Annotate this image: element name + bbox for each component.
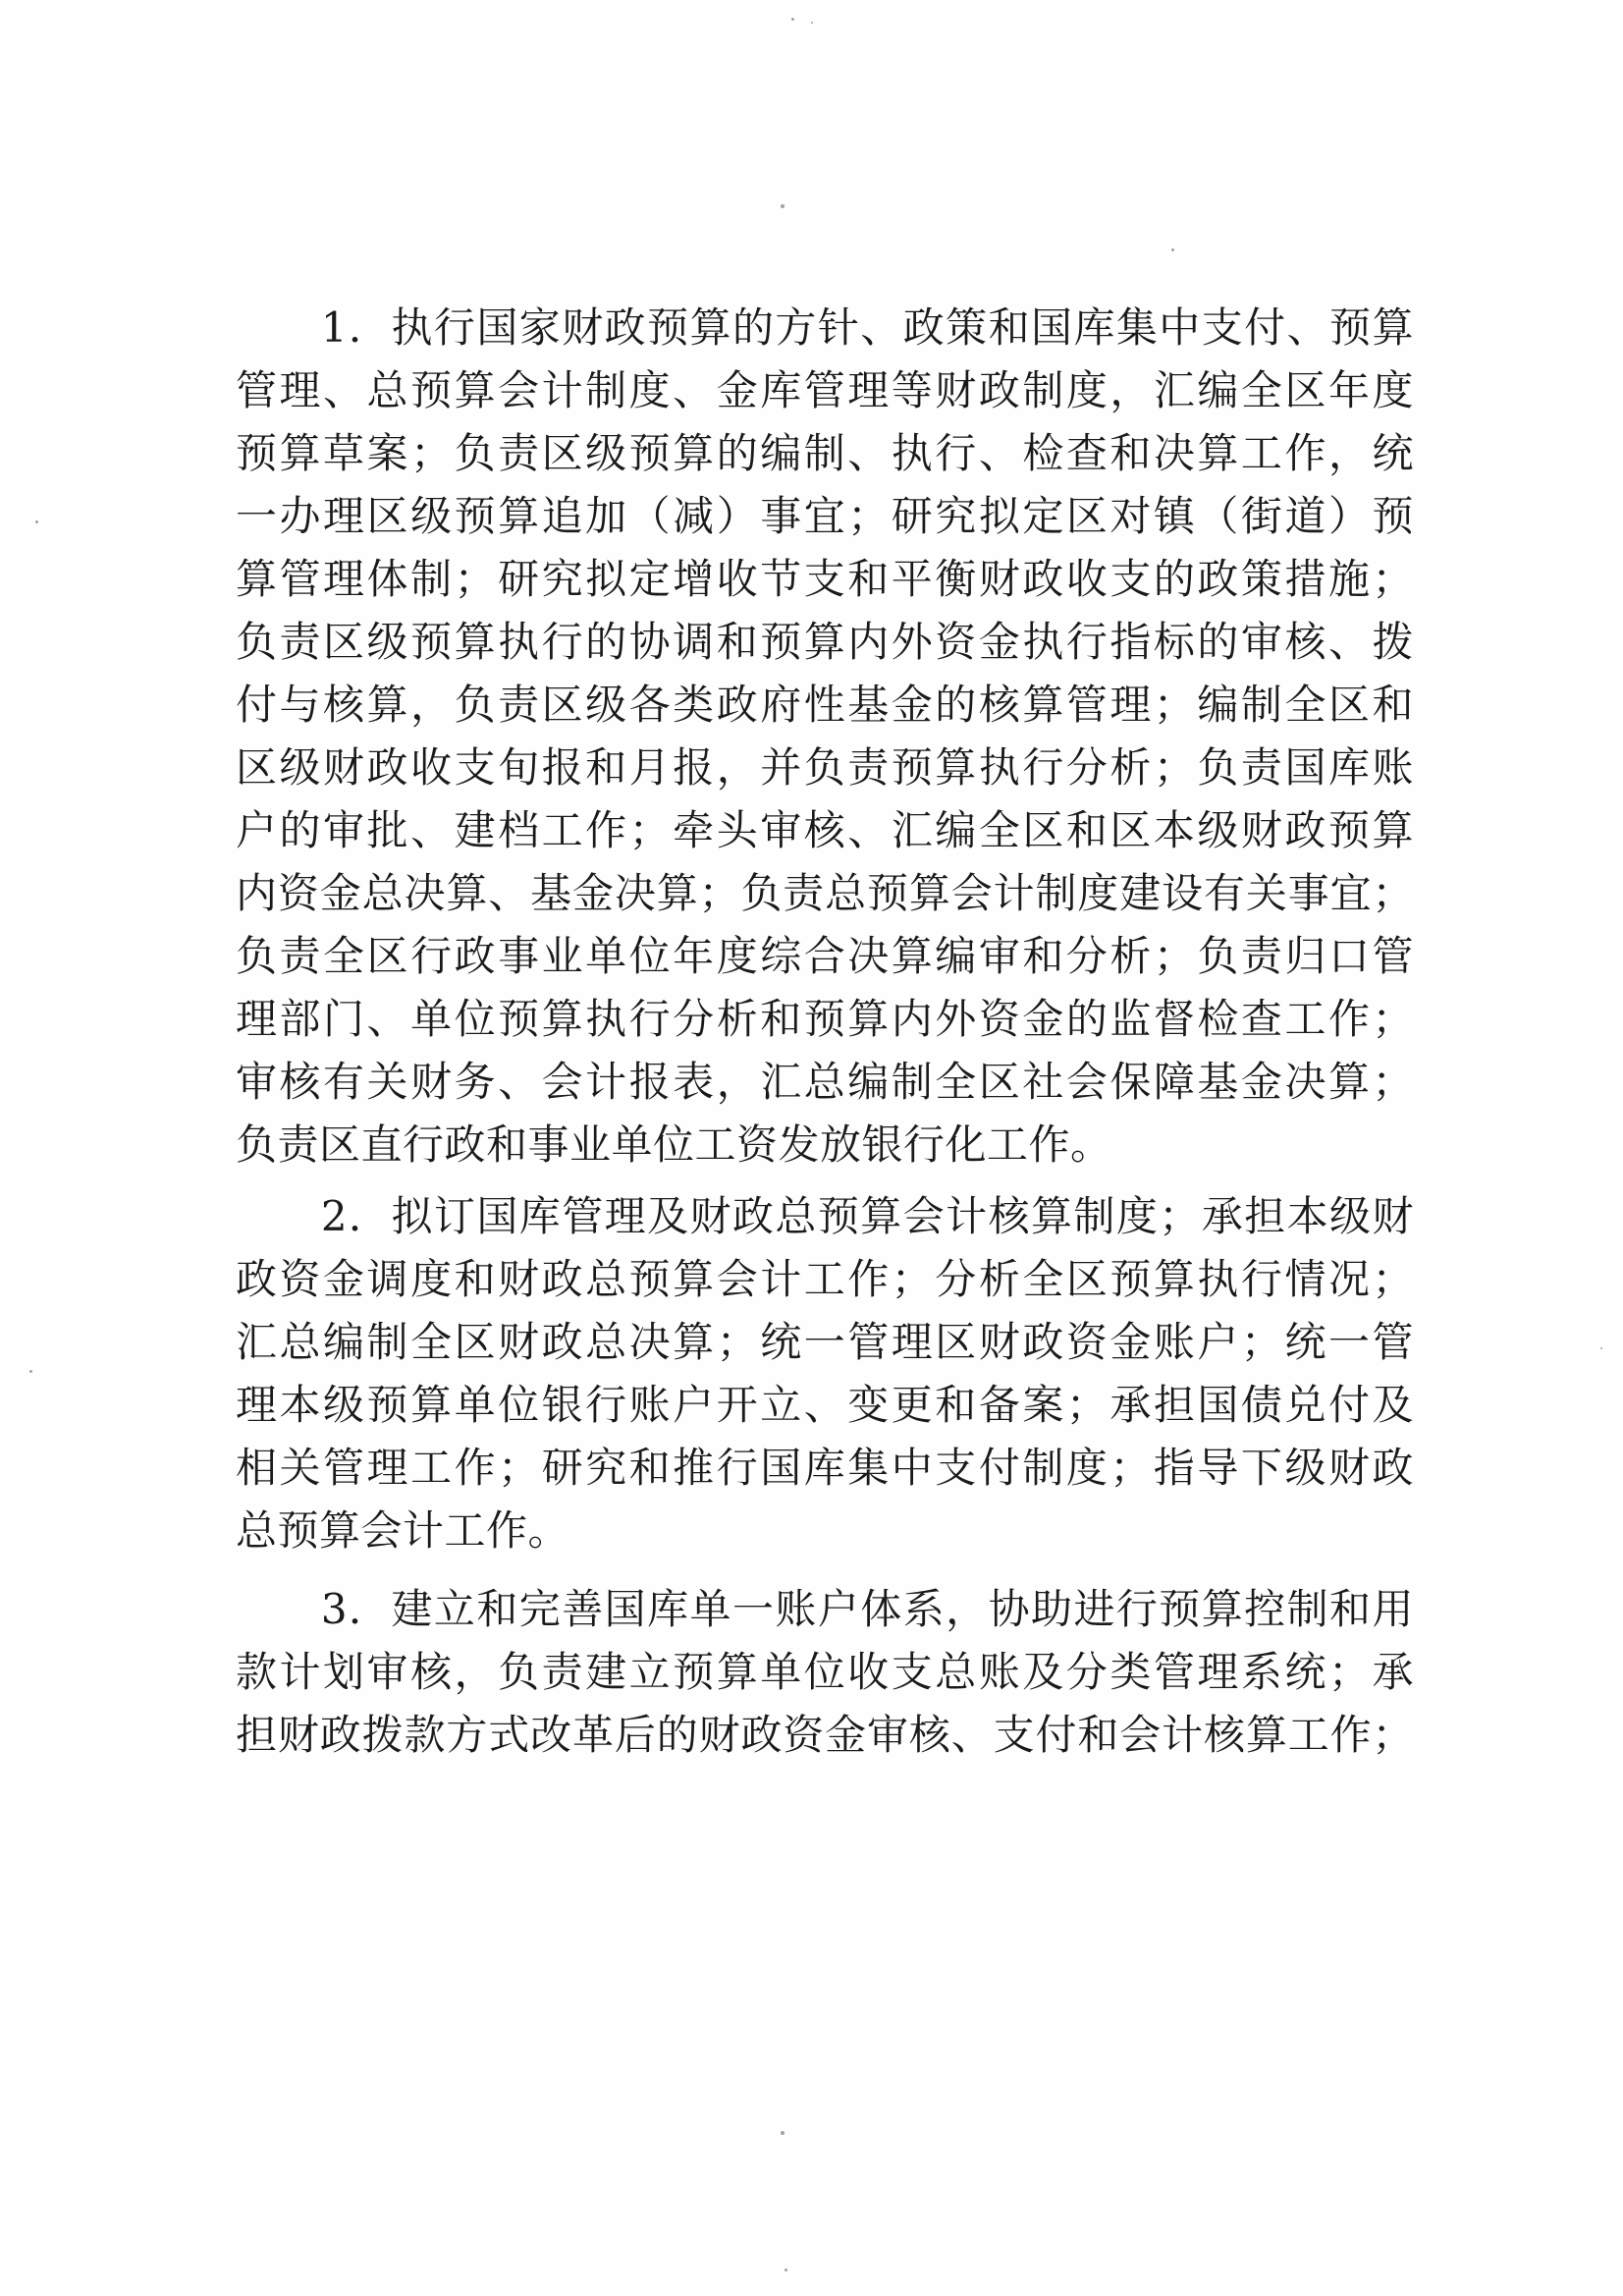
scan-speck	[781, 204, 784, 208]
text-line: 负责区级预算执行的协调和预算内外资金执行指标的审核、拨	[236, 618, 1414, 666]
text-line: 汇总编制全区财政总决算；统一管理区财政资金账户；统一管	[236, 1318, 1414, 1366]
scan-speck	[35, 520, 38, 523]
text-line: 1．执行国家财政预算的方针、政策和国库集中支付、预算	[236, 303, 1414, 352]
scan-speck	[784, 2269, 787, 2271]
text-line: 总预算会计工作。	[236, 1506, 570, 1555]
scan-speck	[791, 18, 794, 21]
text-line: 一办理区级预算追加（减）事宜；研究拟定区对镇（街道）预	[236, 492, 1414, 540]
paragraph-1	[236, 297, 1414, 1176]
text-line: 理本级预算单位银行账户开立、变更和备案；承担国债兑付及	[236, 1381, 1414, 1429]
text-line: 负责全区行政事业单位年度综合决算编审和分析；负责归口管	[236, 932, 1414, 980]
body-text	[236, 297, 1414, 1767]
text-line: 担财政拨款方式改革后的财政资金审核、支付和会计核算工作；	[236, 1711, 1414, 1759]
text-line: 预算草案；负责区级预算的编制、执行、检查和决算工作，统	[236, 429, 1414, 477]
scan-speck	[29, 1370, 32, 1373]
paragraph-3	[236, 1578, 1414, 1767]
text-line: 审核有关财务、会计报表，汇总编制全区社会保障基金决算；	[236, 1058, 1414, 1106]
scan-speck	[781, 2131, 784, 2135]
text-line: 区级财政收支旬报和月报，并负责预算执行分析；负责国库账	[236, 743, 1414, 792]
text-line: 3．建立和完善国库单一账户体系，协助进行预算控制和用	[236, 1585, 1414, 1633]
text-line: 2．拟订国库管理及财政总预算会计核算制度；承担本级财	[236, 1192, 1414, 1240]
text-line: 户的审批、建档工作；牵头审核、汇编全区和区本级财政预算	[236, 806, 1414, 854]
text-line: 管理、总预算会计制度、金库管理等财政制度，汇编全区年度	[236, 366, 1414, 414]
scan-speck	[1171, 248, 1174, 251]
scan-speck	[1600, 1347, 1602, 1349]
text-line: 政资金调度和财政总预算会计工作；分析全区预算执行情况；	[236, 1255, 1414, 1303]
text-line: 算管理体制；研究拟定增收节支和平衡财政收支的政策措施；	[236, 555, 1414, 603]
text-line: 付与核算，负责区级各类政府性基金的核算管理；编制全区和	[236, 681, 1414, 729]
text-line: 理部门、单位预算执行分析和预算内外资金的监督检查工作；	[236, 995, 1414, 1043]
text-line: 相关管理工作；研究和推行国库集中支付制度；指导下级财政	[236, 1444, 1414, 1492]
text-line: 内资金总决算、基金决算；负责总预算会计制度建设有关事宜；	[236, 869, 1414, 917]
text-line: 负责区直行政和事业单位工资发放银行化工作。	[236, 1121, 1112, 1169]
text-line: 款计划审核，负责建立预算单位收支总账及分类管理系统；承	[236, 1648, 1414, 1696]
scan-speck	[811, 22, 813, 24]
paragraph-2	[236, 1185, 1414, 1562]
